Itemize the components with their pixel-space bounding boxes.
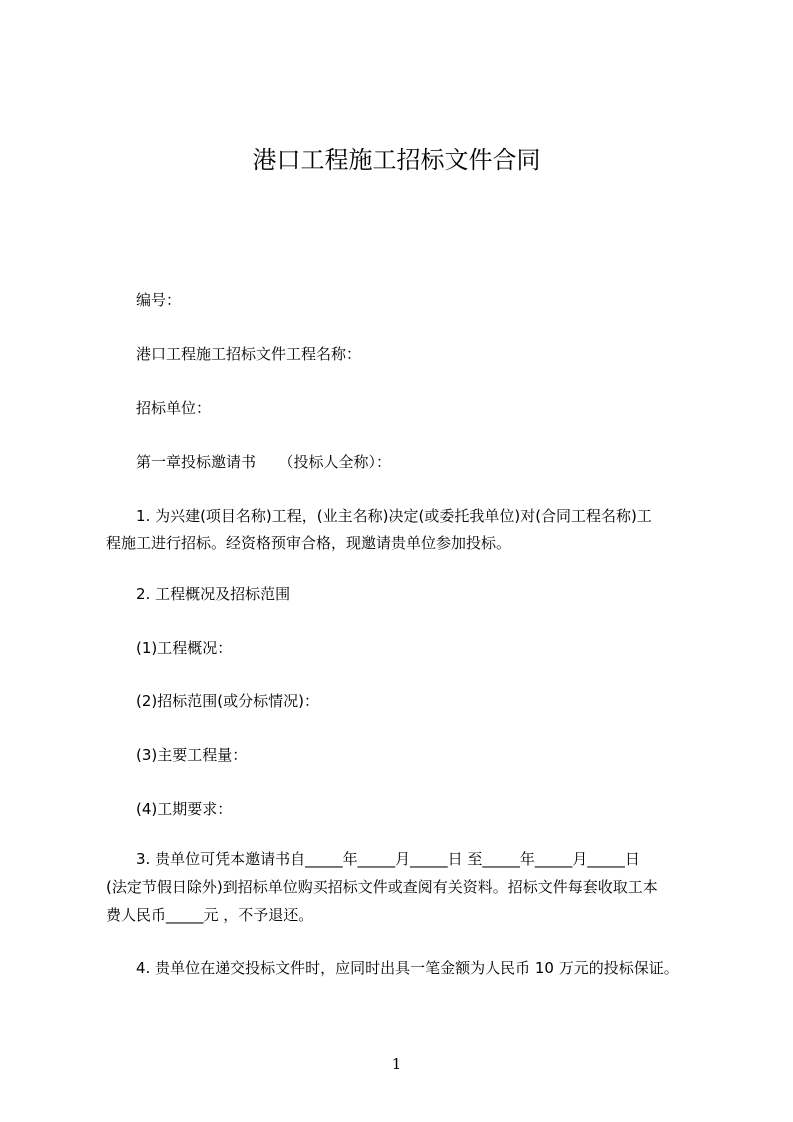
item-2-3-line: (3)主要工程量： bbox=[136, 746, 248, 764]
item-1-line-2: 程施工进行招标。经资格预审合格，现邀请贵单位参加投标。 bbox=[106, 534, 512, 552]
item-2-heading: 2. 工程概况及招标范围 bbox=[136, 585, 291, 603]
item-4-line: 4. 贵单位在递交投标文件时，应同时出具一笔金额为人民币 10 万元的投标保证。 bbox=[136, 959, 679, 977]
item-3-line-1: 3. 贵单位可凭本邀请书自_____年_____月_____日 至_____年_____月_____日 bbox=[136, 850, 640, 868]
item-2-2-line: (2)招标范围(或分标情况)： bbox=[136, 692, 319, 710]
item-3-line-2: (法定节假日除外)到招标单位购买招标文件或查阅有关资料。招标文件每套收取工本 bbox=[106, 878, 658, 896]
serial-number-line: 编号： bbox=[136, 291, 182, 309]
item-2-1-line: (1)工程概况： bbox=[136, 639, 233, 657]
page-number: 1 bbox=[391, 1055, 402, 1073]
item-3-line-3: 费人民币_____元 ，不予退还。 bbox=[106, 906, 314, 924]
tender-unit-line: 招标单位： bbox=[136, 399, 212, 417]
item-2-4-line: (4)工期要求： bbox=[136, 800, 233, 818]
chapter-one-heading: 第一章投标邀请书 （投标人全称）： bbox=[136, 453, 392, 471]
document-title: 港口工程施工招标文件合同 bbox=[252, 146, 541, 174]
item-1-line-1: 1. 为兴建(项目名称)工程，(业主名称)决定(或委托我单位)对(合同工程名称)工 bbox=[136, 507, 652, 525]
project-name-line: 港口工程施工招标文件工程名称： bbox=[136, 345, 362, 363]
